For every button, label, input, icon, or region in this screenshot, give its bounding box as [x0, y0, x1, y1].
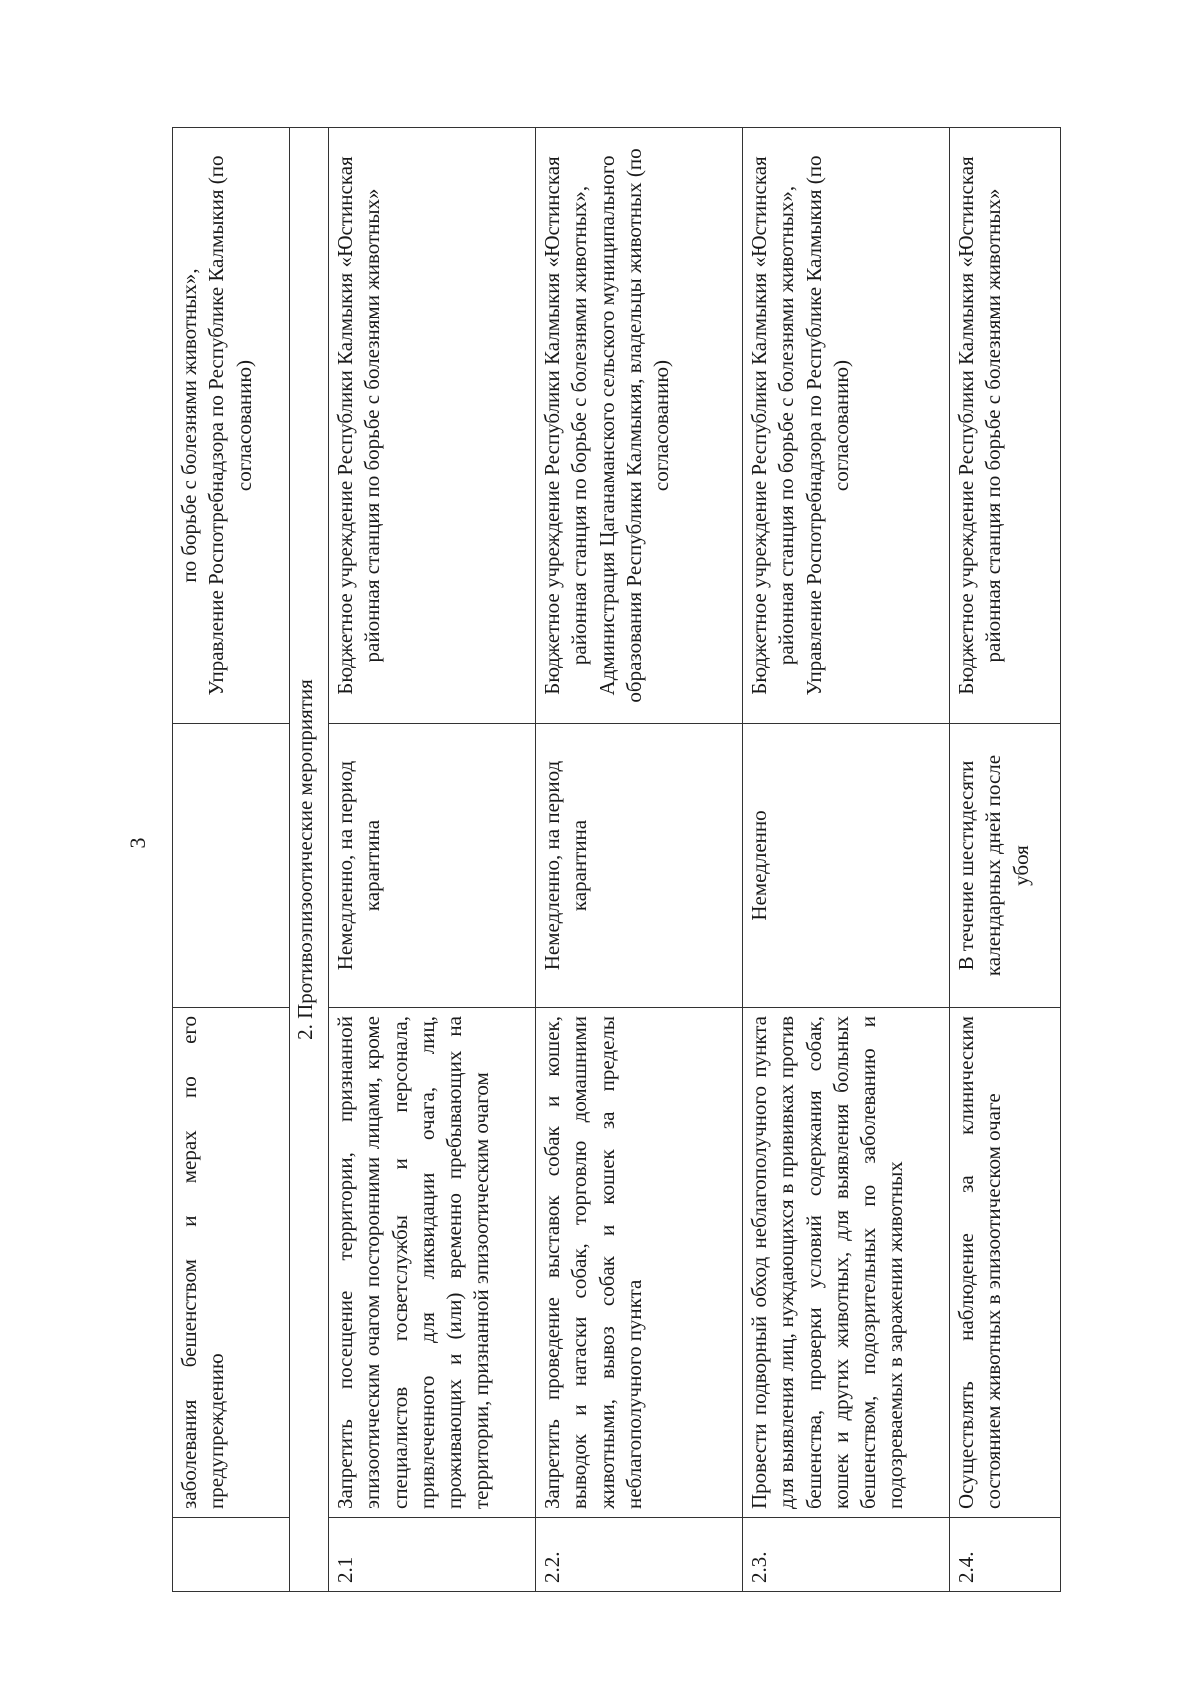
row-responsible: Бюджетное учреждение Республики Калмыкия «Юстинская районная станция по борьбе с болезнями животных» [950, 128, 1061, 724]
row-action: заболевания бешенством и мерах по его предупреждению [173, 1008, 290, 1518]
table-row [536, 128, 743, 1592]
row-action: Запретить посещение территории, признанной эпизоотическим очагом посторонними лицами, кроме специалистов госветслужбы и персонала, привлеченного для ликвидации очага, лиц, проживающих и (или) временно пребывающих на территории, признанной эпизоотическим очагом [329, 1008, 536, 1518]
row-term: Немедленно, на период карантина [536, 724, 743, 1008]
row-number: 2.3. [743, 1518, 950, 1592]
row-number: 2.2. [536, 1518, 743, 1592]
row-term: Немедленно [743, 724, 950, 1008]
row-responsible: Бюджетное учреждение Республики Калмыкия «Юстинская районная станция по борьбе с болезнями животных», Администрация Цаганаманского сельского муниципального образования Республики Калмыкия, владельцы животных (по согласованию) [536, 128, 743, 724]
measures-table [172, 127, 1061, 1592]
row-number: 2.1 [329, 1518, 536, 1592]
row-term: В течение шестидесяти календарных дней после убоя [950, 724, 1061, 1008]
row-term [173, 724, 290, 1008]
rotated-table-container [172, 128, 1040, 1592]
row-action: Осуществлять наблюдение за клиническим состоянием животных в эпизоотическом очаге [950, 1008, 1061, 1518]
section-header-row [290, 128, 329, 1592]
row-number: 2.4. [950, 1518, 1061, 1592]
row-action: Запретить проведение выставок собак и кошек, выводок и натаски собак, торговлю домашними животными, вывоз собак и кошек за пределы неблагополучного пункта [536, 1008, 743, 1518]
table-row [950, 128, 1061, 1592]
row-responsible: по борьбе с болезнями животных», Управление Роспотребнадзора по Республике Калмыкия (по согласованию) [173, 128, 290, 724]
row-term: Немедленно, на период карантина [329, 724, 536, 1008]
page-number: 3 [125, 837, 150, 849]
row-number [173, 1518, 290, 1592]
table-row [329, 128, 536, 1592]
section-title: 2. Противоэпизоотические мероприятия [290, 128, 329, 1592]
row-action: Провести подворный обход неблагополучного пункта для выявления лиц, нуждающихся в прививках против бешенства, проверки условий содержания собак, кошек и других животных, для выявления больных бешенством, подозрительных по заболеванию и подозреваемых в заражении животных [743, 1008, 950, 1518]
row-responsible: Бюджетное учреждение Республики Калмыкия «Юстинская районная станция по борьбе с болезнями животных» [329, 128, 536, 724]
table-row [743, 128, 950, 1592]
table-row [173, 128, 290, 1592]
row-responsible: Бюджетное учреждение Республики Калмыкия «Юстинская районная станция по борьбе с болезнями животных», Управление Роспотребнадзора по Республике Калмыкия (по согласованию) [743, 128, 950, 724]
